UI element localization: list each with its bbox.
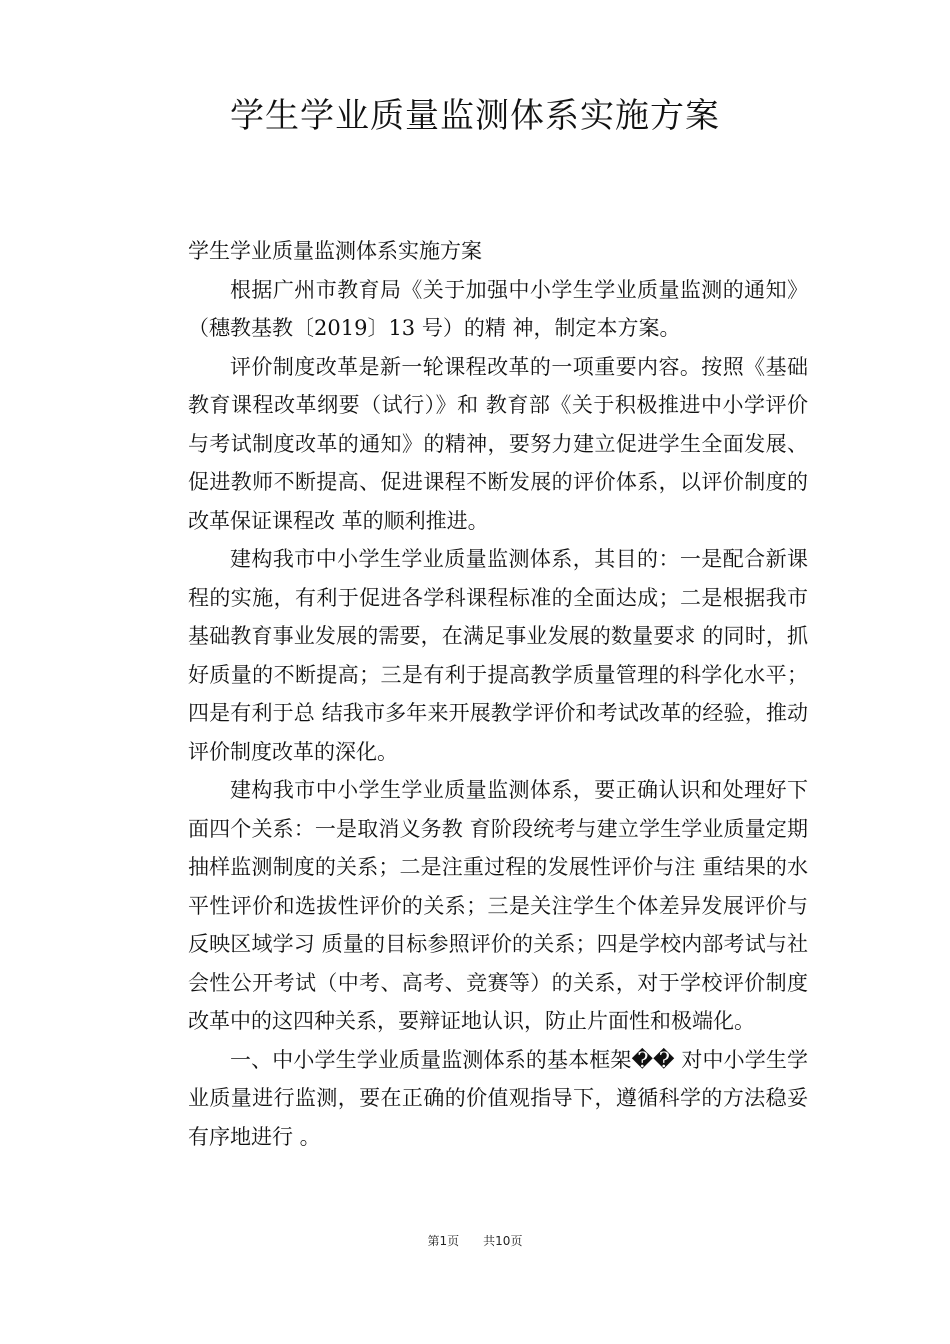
- document-body: [188, 232, 808, 1156]
- page-number-current: 第1页: [427, 1234, 460, 1248]
- paragraph-reform: 评价制度改革是新一轮课程改革的一项重要内容。按照《基础教育课程改革纲要（试行）》和 教育部《关于积极推进中小学评价与考试制度改革的通知》的精神，要努力建立促进学生全面发展、促进教师不断提高、促进课程不断发展的评价体系，以评价制度的改革保证课程改 革的顺利推进。: [188, 354, 808, 533]
- paragraph-framework: 一、中小学生学业质量监测体系的基本框架�� 对中小学生学业质量进行监测，要在正确的价值观指导下，遵循科学的方法稳妥有序地进行 。: [188, 1047, 808, 1149]
- page-footer: [0, 1232, 950, 1249]
- paragraph-purpose: 建构我市中小学生学业质量监测体系，其目的：一是配合新课程的实施，有利于促进各学科课程标准的全面达成；二是根据我市基础教育事业发展的需要，在满足事业发展的数量要求 的同时，抓好质量的不断提高；三是有利于提高教学质量管理的科学化水平；四是有利于总 结我市多年来开展教学评价和考试改革的经验，推动评价制度改革的深化。: [188, 547, 808, 764]
- paragraph-basis: 根据广州市教育局《关于加强中小学生学业质量监测的通知》（穗教基教〔2019〕13 号）的精 神，制定本方案。: [188, 277, 808, 340]
- page-number-total: 共10页: [483, 1234, 523, 1248]
- document-subtitle: 学生学业质量监测体系实施方案: [188, 239, 482, 263]
- document-title: 学生学业质量监测体系实施方案: [230, 96, 720, 136]
- paragraph-relations: 建构我市中小学生学业质量监测体系，要正确认识和处理好下面四个关系：一是取消义务教 育阶段统考与建立学生学业质量定期抽样监测制度的关系；二是注重过程的发展性评价与注 重结果的水平性评价和选拔性评价的关系；三是关注学生个体差异发展评价与反映区域学习 质量的目标参照评价的关系；四是学校内部考试与社会性公开考试（中考、高考、竞赛等）的关系，对于学校评价制度改革中的这四种关系，要辩证地认识，防止片面性和极端化。: [188, 778, 808, 1033]
